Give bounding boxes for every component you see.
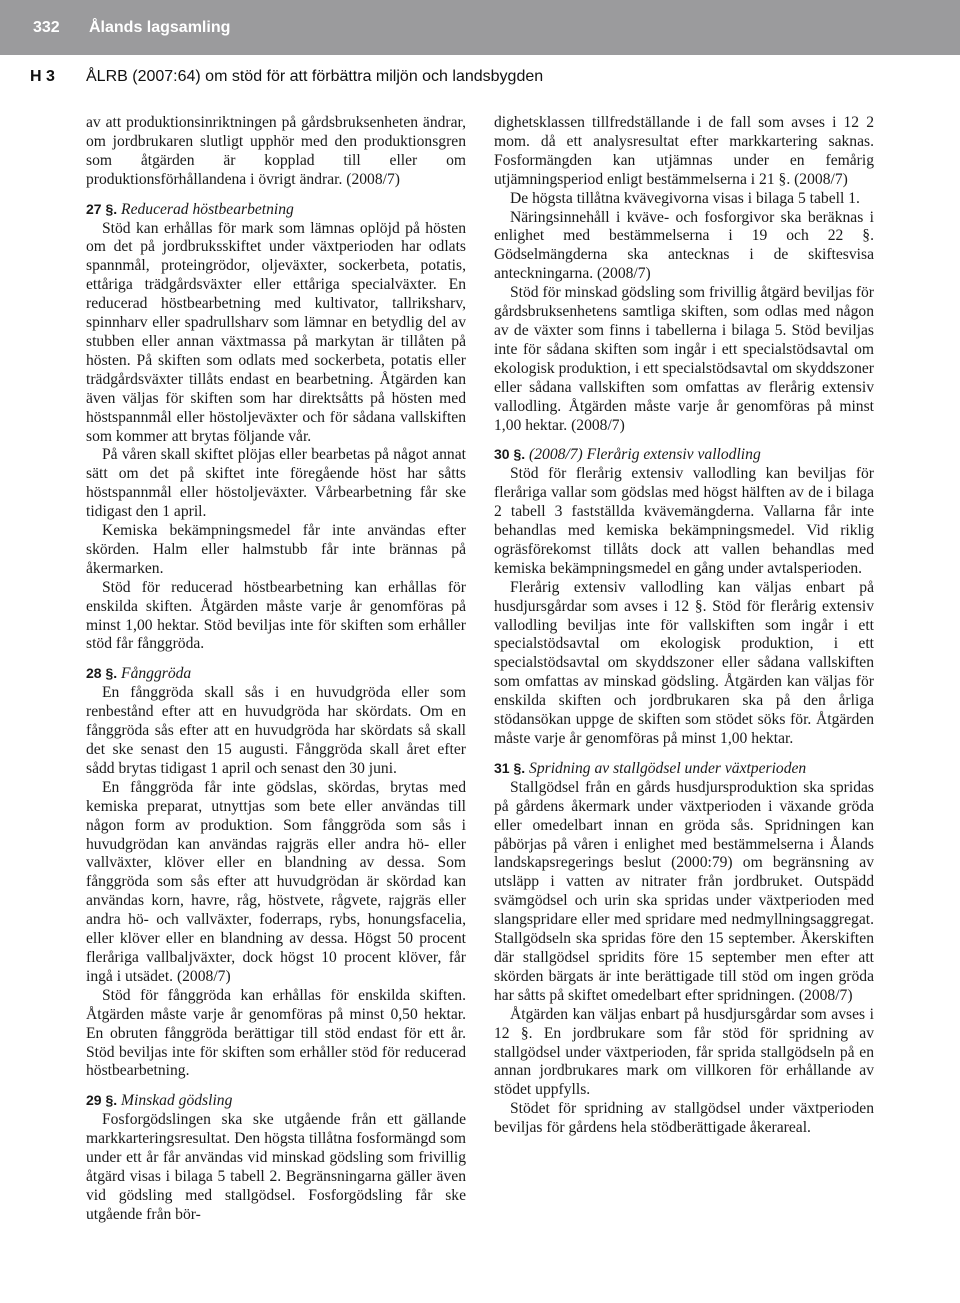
paragraph: Näringsinnehåll i kväve- och fosforgivor ska beräknas i enlighet med bestämmelserna i 19 och 22 §. Gödselmängderna ska antecknas i de skiftesvisa anteckningarna. (2008/7) bbox=[494, 208, 874, 283]
section-title: Fånggröda bbox=[121, 665, 192, 683]
paragraph: Fosforgödslingen ska ske utgående från ett gällande markkarteringsresultat. Den högsta tillåtna fosformängd som under ett år får användas vid minskad gödsling som frivillig åtgärd visas i bilaga 5 tabell 2. Begränsningarna gäller även vid gödsling med stallgödsel. Fosforgödsling får ske utgående från bör- bbox=[86, 1111, 466, 1223]
section-heading-28 bbox=[86, 664, 466, 684]
paragraph: Stöd för fånggröda kan erhållas för enskilda skiften. Åtgärden måste varje år genomföras på minst 0,50 hektar. En obruten fånggröda berättigar till stöd endast för ett år. Stöd beviljas inte för skiften som erhåller stöd för reducerad höstbearbetning. bbox=[86, 986, 466, 1080]
section-title: (2008/7) Flerårig extensiv vallodling bbox=[529, 446, 761, 464]
left-column bbox=[86, 114, 466, 1225]
paragraph: Stöd kan erhållas för mark som lämnas oplöjd på hösten om det på jordbruksskiftet under växtperioden har odlats spannmål, proteingrödor, oljeväxter, sockerbeta, potatis, ettåriga trädgårdsväxter eller ettåriga specialväxter. En reducerad höstbearbetning med kultivator, tallriksharv, spinnharv eller spadrullsharv som lämnar en betydlig del av stubben eller annan växtmassa på markytan är tillåten på hösten. På skiften som odlats med sockerbeta, potatis eller trädgårdsväxter tillåts endast en bearbetning. Åtgärden kan även väljas för skiften som har direktsåtts på hösten med höstspannmål eller höstoljeväxter och för sådana vallskiften som kommer att brytas följande vår. bbox=[86, 219, 466, 445]
section-heading-31 bbox=[494, 759, 874, 779]
section-number: 28 §. bbox=[86, 665, 118, 682]
paragraph: Kemiska bekämpningsmedel får inte användas efter skörden. Halm eller halmstubb får inte brännas på åkermarken. bbox=[86, 522, 466, 577]
paragraph: Stallgödsel från en gårds husdjursproduktion ska spridas på gårdens åkermark under växtperioden i växande gröda eller omedelbart innan en gröda sås. Spridningen kan påbörjas på våren i enlighet med bestämmelserna i Ålands landskapsregerings beslut (2000:79) om begränsning av utsläpp i vatten av nitrater från jordbruket. Outspädd svämgödsel och urin ska spridas under växtperioden med slangspridare eller med spridare med nedmyllningsaggregat. Stallgödseln ska spridas före den 15 september. Åkerskiften där stallgödsel spridits före 15 september men efter att skörden bärgats är inte berättigade till stöd om ingen gröda har såtts på skiftet omedelbart efter spridningen. (2008/7) bbox=[494, 778, 874, 1004]
section-number: 29 §. bbox=[86, 1092, 118, 1109]
paragraph: dighetsklassen tillfredställande i de fall som avses i 12 2 mom. då ett analysresultat efter markkartering saknas. Fosformängden kan utjämnas under en femårig utjämningsperiod enligt bestämmelserna i 21 §. (2008/7) bbox=[494, 114, 874, 188]
paragraph: De högsta tillåtna kvävegivorna visas i bilaga 5 tabell 1. bbox=[510, 189, 860, 207]
paragraph: Stödet för spridning av stallgödsel under växtperioden beviljas för gårdens hela stödberättigade åkerareal. bbox=[494, 1100, 874, 1137]
paragraph: Flerårig extensiv vallodling kan väljas enbart på husdjursgårdar som avses i 12 §. Stöd för flerårig extensiv vallodling beviljas inte för vallskiften som ingår i ett specialstödsavtal om ekologisk produktion, i ett specialstödsavtal om skyddszoner eller sådana vallskiften som omfattas av minskad gödsling. Åtgärden kan väljas för enskilda skiften och jordbrukaren ska på den årliga stödansökan uppge de skiften som stödet söks för. Åtgärden måste varje år genomföras på minst 1,00 hektar. bbox=[494, 578, 874, 747]
section-heading-30 bbox=[494, 445, 874, 465]
paragraph: En fånggröda skall sås i en huvudgröda eller som renbestånd efter att en huvudgröda har skördats. Om en fånggröda sås efter att en huvudgröda har skördats så skall det ske senast den 15 augusti. Fånggröda skall året efter sådd brytas tidigast 1 april och senast den 30 juni. bbox=[86, 684, 466, 777]
section-number: 31 §. bbox=[494, 759, 526, 776]
paragraph: Åtgärden kan väljas enbart på husdjursgårdar som avses i 12 §. En jordbrukare som får stöd för spridning av stallgödsel under växtperioden, får sprida stallgödseln på en annan jordbrukares mark om villkoren för erhållande av stödet uppfylls. bbox=[494, 1005, 874, 1099]
section-title: Reducerad höstbearbetning bbox=[121, 200, 294, 218]
chapter-label: H 3 bbox=[30, 68, 55, 85]
paragraph: Stöd för flerårig extensiv vallodling kan beviljas för fleråriga vallar som gödslas med högst hälften av de i bilaga 2 tabell 3 fastställda kvävemängderna. Vallarna får inte behandlas med kemiska bekämpningsmedel. Vid riklig ogräsförekomst tillåts dock att vallen behandlas med kemiska bekämpningsmedel en gång under avtalsperioden. bbox=[494, 465, 874, 577]
law-title: ÅLRB (2007:64) om stöd för att förbättra miljön och landsbygden bbox=[86, 68, 544, 85]
running-header bbox=[0, 0, 960, 55]
section-number: 27 §. bbox=[86, 200, 118, 217]
section-title: Minskad gödsling bbox=[121, 1092, 233, 1110]
section-heading-27 bbox=[86, 200, 466, 220]
paragraph: av att produktionsinriktningen på gårdsbruksenheten ändrar, om jordbrukaren slutligt upphör med den produktionsgren som åtgärden är kopplad till eller om produktionsförhållandena i övrigt ändrar. (2008/7) bbox=[86, 114, 466, 188]
paragraph: Stöd för reducerad höstbearbetning kan erhållas för enskilda skiften. Åtgärden måste varje år genomföras på minst 1,00 hektar. Stöd beviljas inte för skiften som erhåller stöd får fånggröda. bbox=[86, 578, 466, 653]
page-number: 332 bbox=[33, 19, 60, 36]
paragraph: Stöd för minskad gödsling som frivillig åtgärd beviljas för gårdsbruksenhetens samtliga skiften, som odlas med någon av de växter som finns i tabellerna i bilaga 5. Stöd beviljas inte för sådana skiften som ingår i ett specialstödsavtal om ekologisk produktion, i ett specialstödsavtal om skyddszoner eller sådana vallskiften som omfattas av flerårig extensiv vallodling. Åtgärden måste varje år genomföras på minst 1,00 hektar. (2008/7) bbox=[494, 284, 874, 434]
running-title: Ålands lagsamling bbox=[89, 19, 231, 36]
right-column bbox=[494, 114, 874, 1138]
law-header bbox=[0, 68, 960, 92]
section-title: Spridning av stallgödsel under växtperioden bbox=[529, 759, 807, 777]
section-number: 30 §. bbox=[494, 446, 526, 463]
paragraph: På våren skall skiftet plöjas eller bearbetas på något annat sätt om det på skiftet inte föregående höst har såtts höstspannmål eller höstoljeväxter. Vårbearbetning får ske tidigast den 1 april. bbox=[86, 446, 466, 521]
paragraph: En fånggröda får inte gödslas, skördas, brytas med kemiska preparat, utnyttjas som bete eller användas till någon form av produktion. Som fånggröda som sås i huvudgrödan kan användas rajgräs eller andra hö- eller vallväxter, klöver eller en blandning av dessa. Som fånggröda som sås efter att huvudgrödan är skördad kan användas korn, havre, råg, höstvete, rågvete, rajgräs eller andra hö- och vallväxter, foderraps, rybs, honungsfacelia, eller klöver eller en blandning av dessa. Högst 50 procent fleråriga vallbaljväxter, dock högst 10 procent klöver, får ingå i utsädet. (2008/7) bbox=[86, 778, 466, 985]
section-heading-29 bbox=[86, 1091, 466, 1111]
